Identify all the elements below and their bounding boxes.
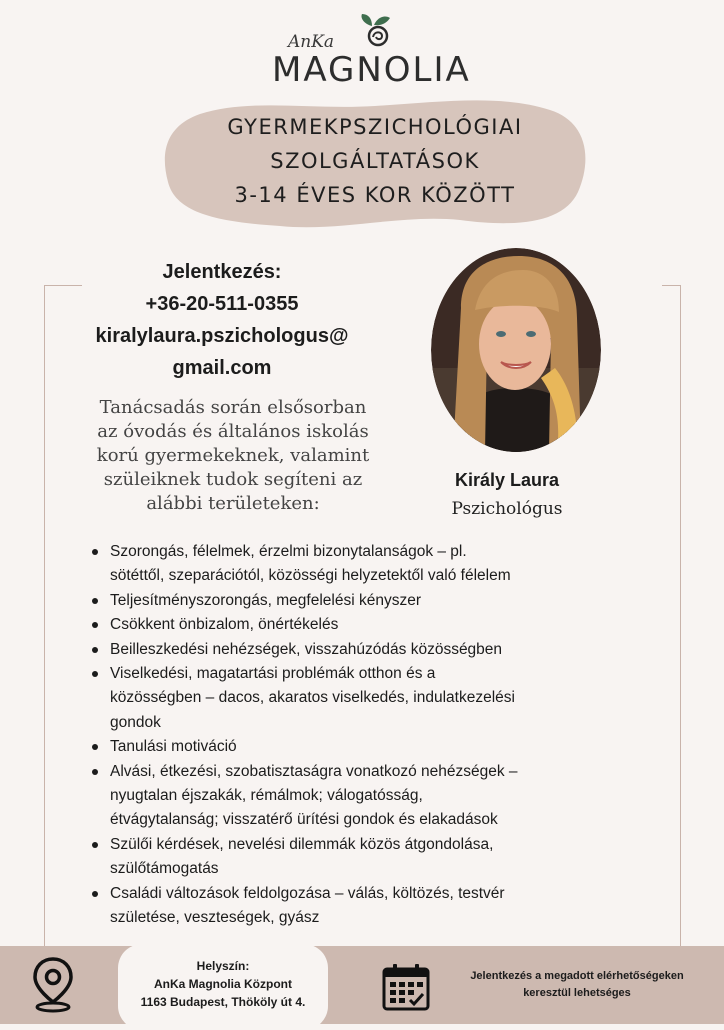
- contact-email-line-2[interactable]: gmail.com: [172, 357, 272, 379]
- title-line-3: 3-14 ÉVES KOR KÖZÖTT: [234, 183, 516, 207]
- list-item: Szorongás, félelmek, érzelmi bizonytalanságok – pl. sötéttől, szeparációtól, közösségi helyzetektől való félelem: [110, 540, 670, 589]
- logo-wordmark: MAGNOLIA: [272, 50, 471, 90]
- profile-photo: [431, 248, 601, 452]
- profile-role: Pszichológus: [451, 499, 563, 519]
- location-text: [118, 957, 328, 1011]
- registration-note: [446, 968, 708, 1002]
- contact-phone[interactable]: +36-20-511-0355: [145, 293, 299, 315]
- intro-line-4: szüleiknek tudok segíteni az: [103, 469, 363, 490]
- registration-line-1: Jelentkezés a megadott elérhetőségeken: [470, 970, 684, 982]
- title-line-2: SZOLGÁLTATÁSOK: [270, 149, 480, 173]
- frame-line-top-right: [662, 285, 681, 286]
- intro-line-3: korú gyermekeknek, valamint: [96, 445, 370, 466]
- intro-line-5: alábbi területeken:: [146, 493, 320, 514]
- calendar-check-icon: [380, 962, 432, 1012]
- list-item: Beilleszkedési nehézségek, visszahúzódás közösségben: [110, 638, 670, 662]
- list-item: Teljesítményszorongás, megfelelési kényszer: [110, 589, 670, 613]
- intro-text: [66, 396, 400, 516]
- location-address: 1163 Budapest, Thököly út 4.: [140, 995, 306, 1009]
- frame-line-left: [44, 285, 45, 946]
- topics-list: [90, 540, 670, 931]
- list-item: Szülői kérdések, nevelési dilemmák közös átgondolása, szülőtámogatás: [110, 833, 670, 882]
- list-item: Viselkedési, magatartási problémák otthon és a közösségben – dacos, akaratos viselkedés, indulatkezelési gondok: [110, 662, 670, 735]
- map-pin-icon: [31, 956, 75, 1014]
- page-title: [170, 110, 580, 212]
- intro-line-1: Tanácsadás során elsősorban: [99, 397, 367, 418]
- list-item: Családi változások feldolgozása – válás, költözés, testvér születése, veszteségek, gyász: [110, 882, 670, 931]
- profile-name: Király Laura: [454, 470, 560, 490]
- title-line-1: GYERMEKPSZICHOLÓGIAI: [227, 115, 523, 139]
- location-name: AnKa Magnolia Központ: [154, 977, 292, 991]
- contact-block: [72, 256, 372, 384]
- contact-email-line-1[interactable]: kiralylaura.pszichologus@: [95, 325, 349, 347]
- logo: [262, 10, 492, 90]
- intro-line-2: az óvodás és általános iskolás: [97, 421, 369, 442]
- list-item: Csökkent önbizalom, önértékelés: [110, 613, 670, 637]
- location-label: Helyszín:: [196, 959, 250, 973]
- list-item: Tanulási motiváció: [110, 735, 670, 759]
- contact-label: Jelentkezés:: [162, 261, 282, 283]
- registration-line-2: keresztül lehetséges: [523, 987, 631, 999]
- sprout-icon: [358, 12, 398, 48]
- frame-line-right: [680, 285, 681, 946]
- list-item: Alvási, étkezési, szobatisztaságra vonatkozó nehézségek – nyugtalan éjszakák, rémálmok; válogatósság, étvágytalanság; visszatérő ürítési gondok és elakadások: [110, 760, 670, 833]
- logo-small-text: AnKa: [288, 32, 335, 52]
